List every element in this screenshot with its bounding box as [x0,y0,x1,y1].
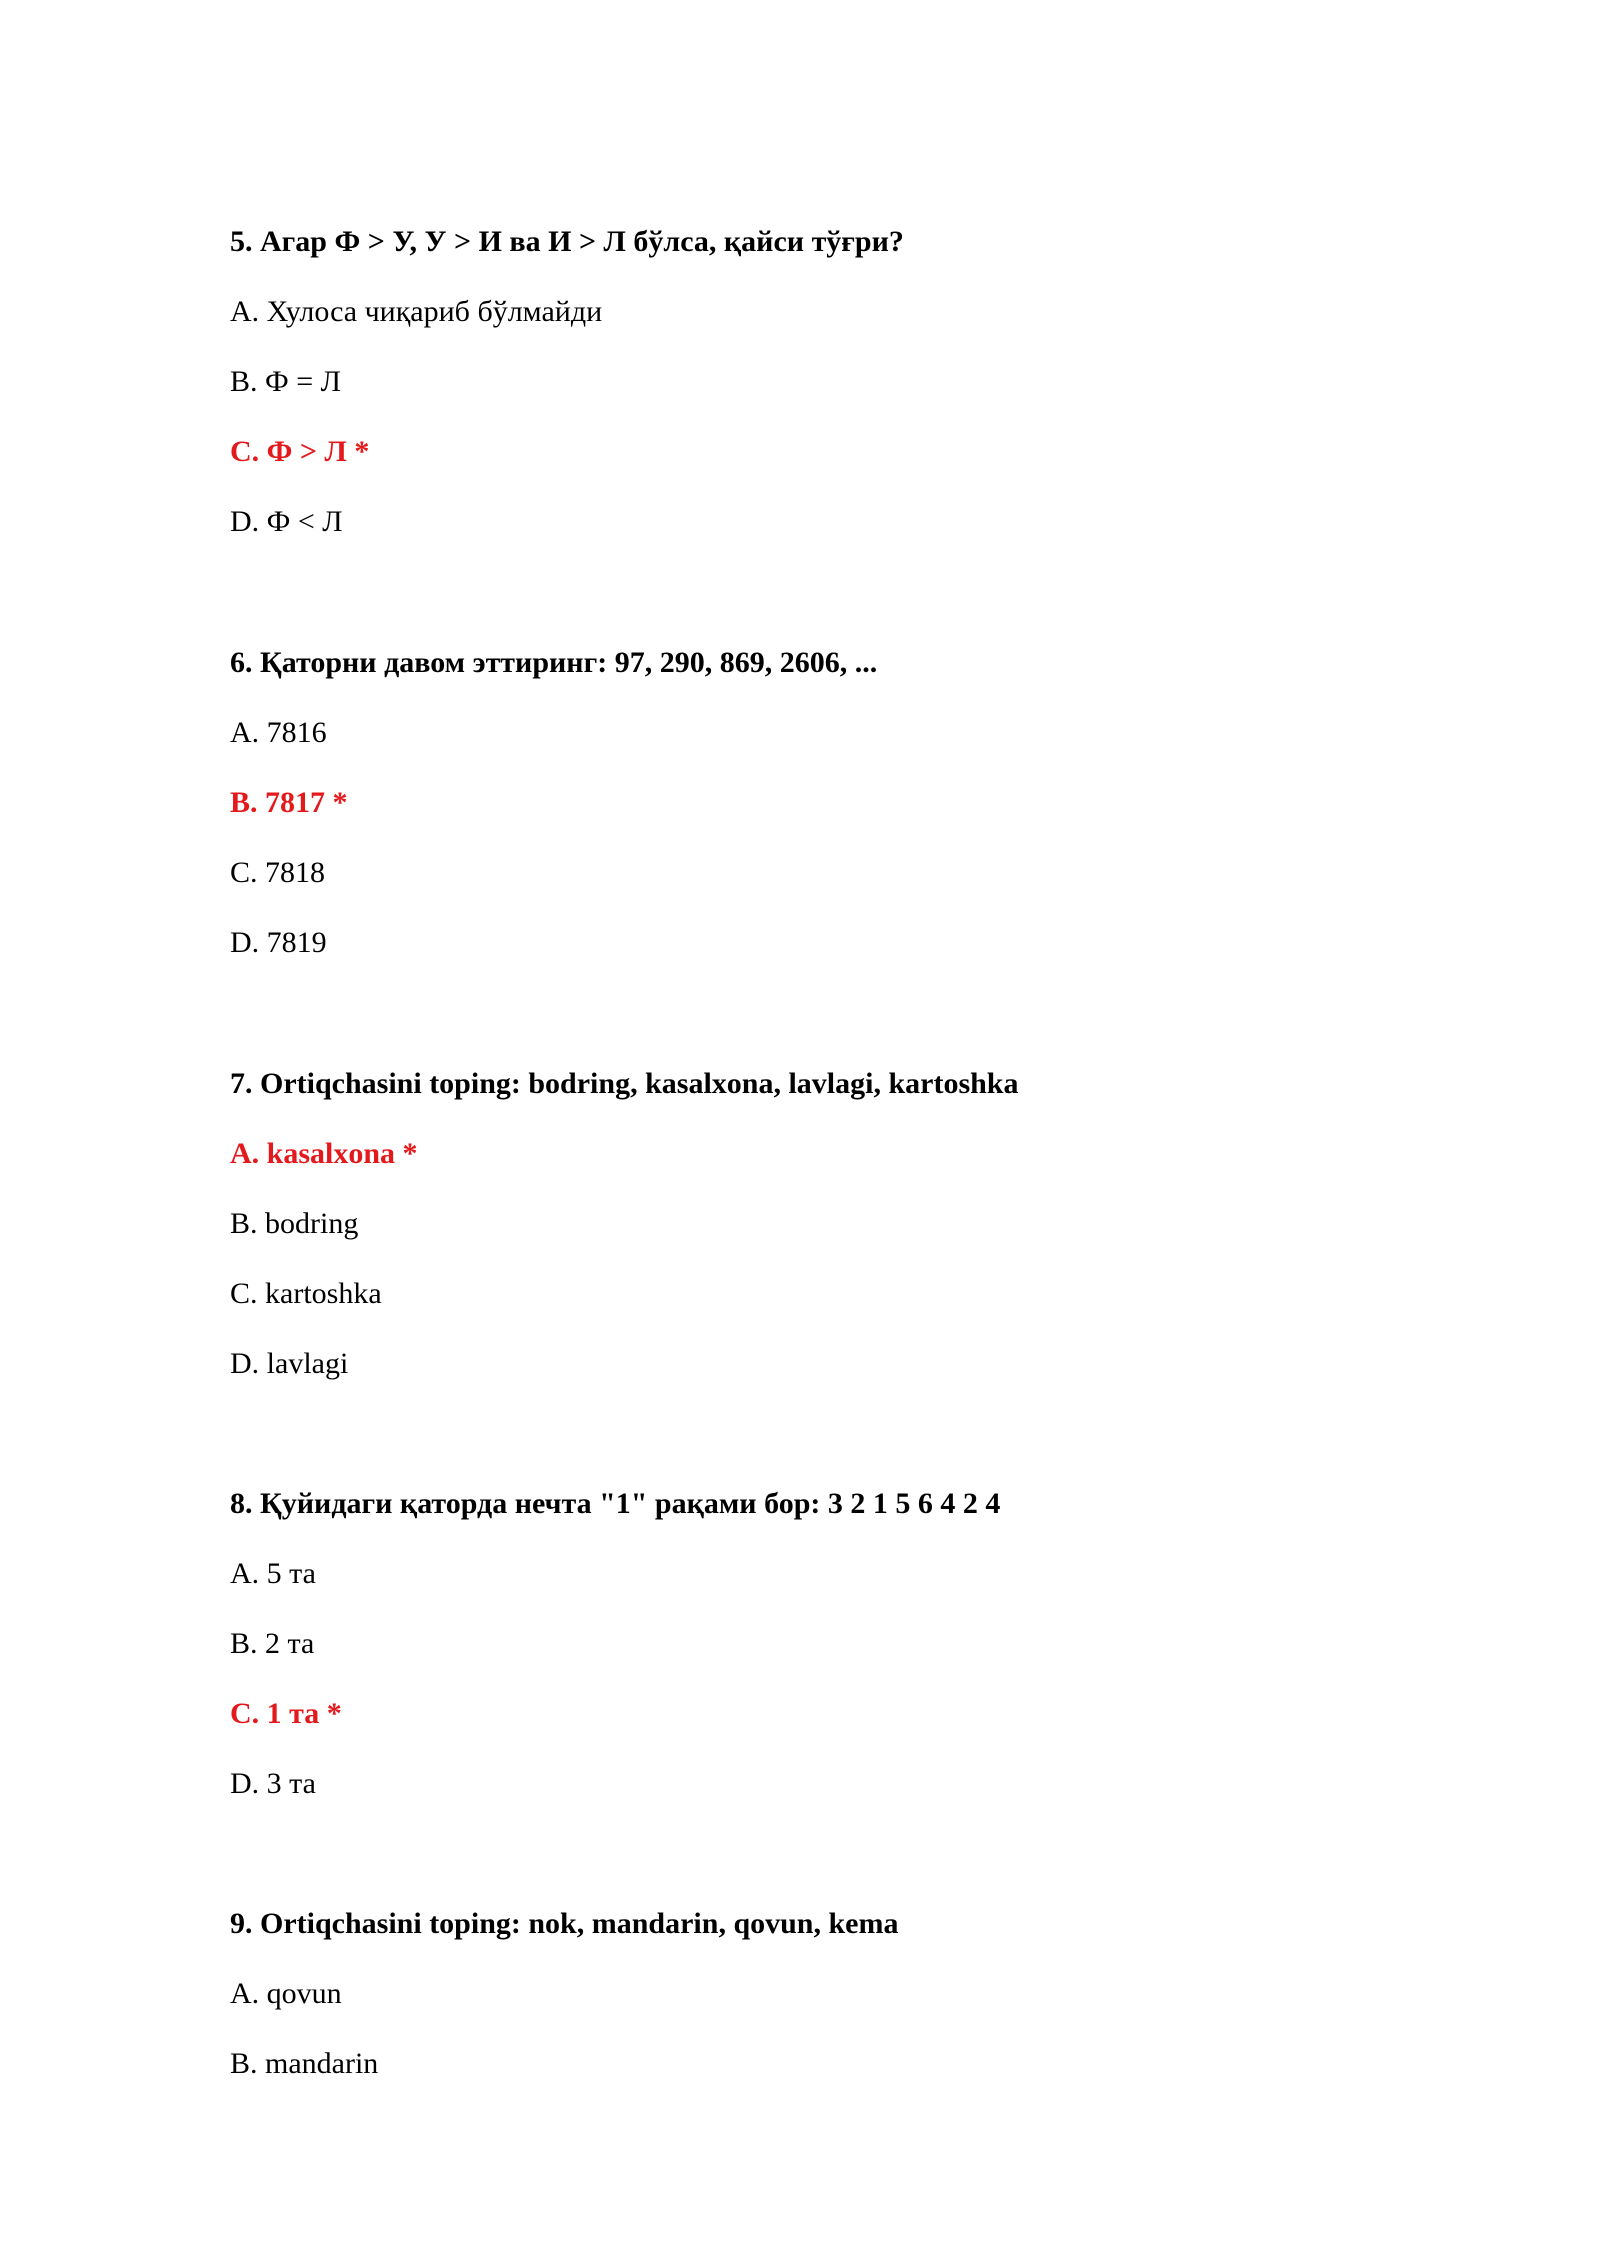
answer-option-d: D. 7819 [230,926,327,959]
answer-option-b: B. bodring [230,1207,359,1240]
answer-option-a-correct: A. kasalxona * [230,1137,418,1170]
answer-option-b-correct: B. 7817 * [230,786,348,819]
answer-option-a: A. 7816 [230,716,327,749]
answer-option-a: A. qovun [230,1977,342,2010]
question-title: 7. Ortiqchasini toping: bodring, kasalxona, lavlagi, kartoshka [230,1067,1019,1100]
answer-option-d: D. 3 та [230,1767,316,1800]
answer-option-b: B. 2 та [230,1627,315,1660]
question-title: 6. Қаторни давом эттиринг: 97, 290, 869, 2606, ... [230,646,878,679]
question-title: 9. Ortiqchasini toping: nok, mandarin, qovun, kema [230,1907,899,1940]
answer-option-c: C. 7818 [230,856,326,889]
answer-option-a: A. 5 та [230,1557,316,1590]
question-title: 8. Қуйидаги қаторда нечта "1" рақами бор: 3 2 1 5 6 4 2 4 [230,1487,1001,1520]
question-5 [230,224,1430,574]
answer-option-c-correct: C. 1 та * [230,1697,342,1730]
question-7 [230,1066,1430,1416]
question-9 [230,1906,1430,2116]
answer-option-d: D. lavlagi [230,1347,349,1380]
answer-option-c-correct: C. Ф > Л * [230,435,370,468]
question-6 [230,645,1430,995]
answer-option-b: B. mandarin [230,2047,379,2080]
answer-option-d: D. Ф < Л [230,505,343,538]
question-8 [230,1486,1430,1836]
question-title: 5. Агар Ф > У, У > И ва И > Л бўлса, қайси тўғри? [230,225,904,258]
answer-option-a: A. Хулоса чиқариб бўлмайди [230,295,603,328]
answer-option-c: C. kartoshka [230,1277,382,1310]
answer-option-b: B. Ф = Л [230,365,341,398]
